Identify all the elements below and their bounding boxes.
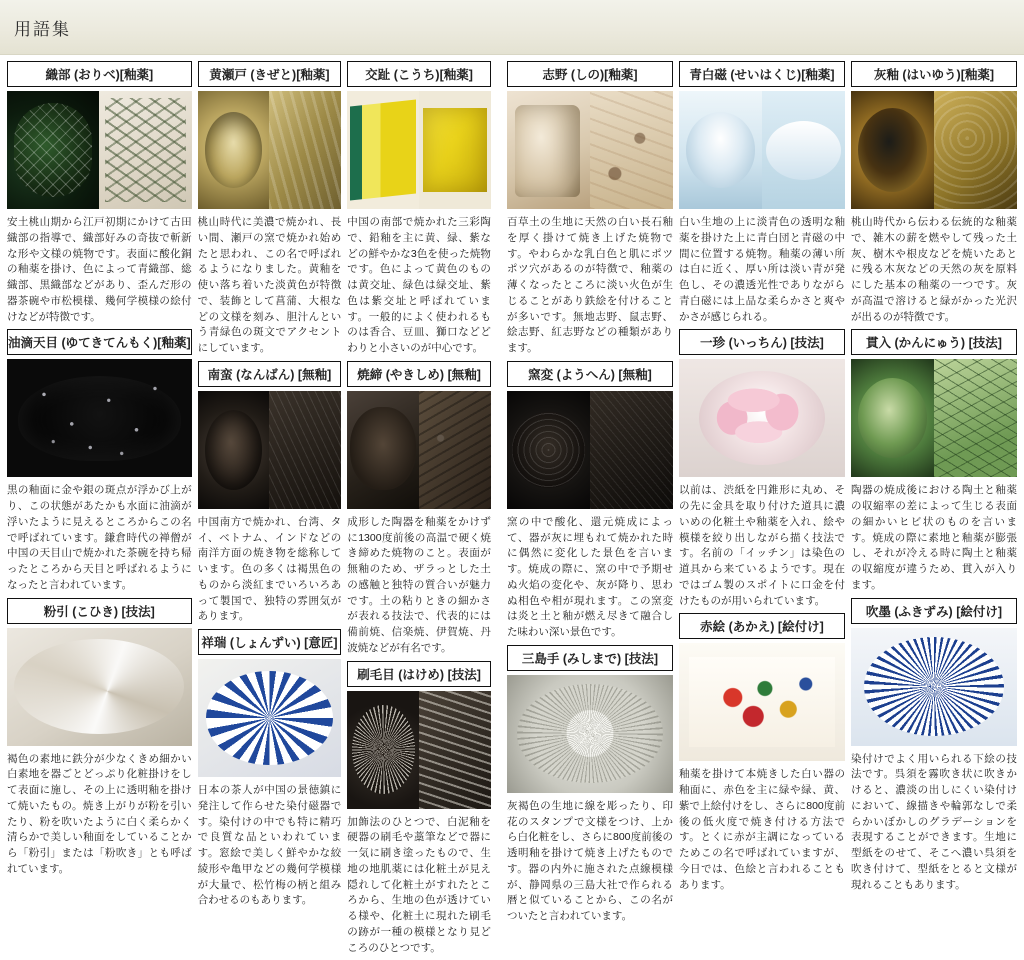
photo-right [99, 91, 191, 209]
term-description: 中国南方で焼かれ、台湾、タイ、ベトナム、インドなどの南洋方面の焼き物を総称しています。色の多くは褐黒色のものから淡紅までいろいろあって製国で、独特の雰囲気があります。 [197, 515, 342, 623]
term-block-yakishime [347, 361, 491, 657]
photo-left [507, 91, 590, 209]
photo-left [679, 91, 762, 209]
term-photo-kannyu [851, 359, 1017, 477]
term-block-haiyu [851, 61, 1017, 325]
term-block-kannyu [851, 329, 1017, 593]
term-description: 安土桃山期から江戸初期にかけて古田織部の指導で、織部好みの奇抜で斬新な形や文様の焼物です。表面に酸化銅の釉薬を掛け、色によって青織部、総織部、黒織部などがあり、歪んだ形の器茶碗や市松模様、幾何学模様の絵付けなどが特徴です。 [7, 216, 192, 323]
term-photo-hakeme [347, 691, 491, 809]
photo-right [419, 391, 491, 509]
photo-left [7, 91, 99, 209]
photo-right [269, 391, 341, 509]
term-title: 粉引 (こひき) [技法] [7, 598, 192, 624]
term-block-seihakuji [679, 61, 845, 325]
term-block-hakeme [347, 661, 491, 957]
term-description: 桃山時代から伝わる伝統的な釉薬で、雑木の薪を燃やして残った土灰、樹木や根皮などを焼いたあとに残る木灰などの天然の灰を原料にした基本の釉薬の一つです。灰が高温で溶けると緑がかった光沢が出るのが特徴です。 [850, 216, 1017, 323]
term-block-oribe [7, 61, 192, 325]
term-block-mishima [507, 645, 673, 925]
term-description: 染付けでよく用いられる下絵の技法です。呉須を霧吹き状に吹きかけると、濃淡の出しにくい染付けにおいて、線描きや輪郭なしで柔らかいぼかしのグラデーションを表現することができます。生地に型紙をのせて、そこへ濃い呉須を吹き付けて、型紙をとると文様が現れることもあります。 [850, 752, 1017, 891]
term-photo-shonzui [198, 659, 342, 777]
term-block-yuteki-tenmoku [7, 329, 192, 593]
photo-left [347, 91, 419, 209]
term-block-icchin [679, 329, 845, 609]
term-description: 陶器の焼成後における陶土と釉薬の収縮率の差によって生じる表面の細かいヒビ状のものを言います。焼成の際に素地と釉薬が膨張し、それが冷える時に陶土と釉薬の収縮度が違うため、貫入が入ります。 [850, 484, 1017, 591]
term-photo-nanban [198, 391, 342, 509]
term-photo-yuteki-tenmoku [7, 359, 192, 477]
term-photo-kiseto [198, 91, 342, 209]
term-block-kiseto [198, 61, 342, 357]
term-title: 刷毛目 (はけめ) [技法] [347, 661, 491, 687]
photo-right [934, 91, 1017, 209]
photo-right [419, 91, 491, 209]
term-title: 黄瀬戸 (きぜと)[釉薬] [198, 61, 342, 87]
photo-single [198, 659, 342, 777]
term-photo-kohiki [7, 628, 192, 746]
term-title: 貫入 (かんにゅう) [技法] [851, 329, 1017, 355]
term-title: 祥瑞 (しょんずい) [意匠] [198, 629, 342, 655]
term-photo-kouchi [347, 91, 491, 209]
glossary-column-1 [4, 61, 195, 960]
term-photo-yakishime [347, 391, 491, 509]
term-block-youhen [507, 361, 673, 641]
photo-left [347, 391, 419, 509]
term-photo-seihakuji [679, 91, 845, 209]
glossary-column-2 [195, 61, 345, 960]
term-description: 以前は、渋紙を円錐形に丸め、その先に金具を取り付けた道具に濃いめの化粧土や釉薬を入れ、絵や模様を絞り出しながら描く技法です。名前の「イッチン」は染色の道具から来ているようです。現在ではゴム製のスポイトに口金を付けたものが用いられています。 [678, 484, 845, 607]
term-photo-oribe [7, 91, 192, 209]
photo-left [507, 391, 590, 509]
term-photo-fukizumi [851, 628, 1017, 746]
term-title: 焼締 (やきしめ) [無釉] [347, 361, 491, 387]
photo-single [679, 643, 845, 761]
term-description: 成形した陶器を釉薬をかけずに1300度前後の高温で硬く焼き締めた焼物のこと。表面が無釉のため、ザラっとした土の感触と独特の質合いが魅力です。土の粘りときの細かさが表れる技法で、代表的には備前焼、信楽焼、伊賀焼、丹波焼などが有名です。 [347, 515, 491, 654]
term-title: 交趾 (こうち)[釉薬] [347, 61, 491, 87]
term-block-shonzui [198, 629, 342, 909]
page-title: 用語集 [14, 19, 71, 39]
column-gutter [494, 61, 504, 960]
term-description: 灰褐色の生地に線を彫ったり、印花のスタンプで文様をつけ、上から白化粧をし、さらに800度前後の透明釉を掛けて焼き上げたものです。器の内外に施された点線模様が、静岡県の三島大社で作られる暦と似ていることから、この名がついたと言われています。 [506, 799, 673, 922]
term-block-kohiki [7, 598, 192, 878]
photo-left [851, 91, 934, 209]
term-description: 桃山時代に美濃で焼かれ、長い間、瀬戸の窯で焼かれ始めたと思われ、この名で呼ばれるようになりました。黄釉を使い落ち着いた淡黄色が特徴で、装飾として菖蒲、大根などの文様を刻み、胆汁んという青緑色の斑文でアクセントにしています。 [197, 216, 342, 354]
term-block-kouchi [347, 61, 491, 357]
glossary-column-5 [676, 61, 848, 960]
term-title: 灰釉 (はいゆう)[釉薬] [851, 61, 1017, 87]
term-photo-haiyu [851, 91, 1017, 209]
photo-right [590, 91, 673, 209]
photo-left [198, 91, 270, 209]
term-block-akae [679, 613, 845, 893]
term-photo-mishima [507, 675, 673, 793]
term-title: 一珍 (いっちん) [技法] [679, 329, 845, 355]
term-description: 中国の南部で焼かれた三彩陶で、鉛釉を主に黄、緑、紫などの鮮やかな3色を使った焼物です。色によって黄色のものは黄交址、緑色は緑交址、紫色は紫交址と呼ばれています。一般的によく使われるものは香合、豆皿、獅口などどわりと小さいのが中心です。 [347, 216, 491, 354]
photo-single [851, 628, 1017, 746]
term-title: 南蛮 (なんばん) [無釉] [198, 361, 342, 387]
photo-single [7, 359, 192, 477]
glossary-grid [0, 55, 1024, 960]
term-description: 褐色の素地に鉄分が少なくきめ細かい白素地を器ごとどっぷり化粧掛けをして表面に施し、その上に透明釉を掛けて焼いたもの。焼き上がりが粉を引いたり、粉を吹いたように白く柔らかく清らかで美しい釉面をしていることから「粉引」または「粉吹き」とも呼ばれています。 [7, 752, 192, 875]
photo-right [269, 91, 341, 209]
term-title: 赤絵 (あかえ) [絵付け] [679, 613, 845, 639]
term-photo-icchin [679, 359, 845, 477]
term-description: 釉薬を掛けて本焼きした白い器の釉面に、赤色を主に緑や緑、黄、紫で上絵付けをし、さらに800度前後の低火度で焼き付ける方法です。とくに赤が主調になっているためこの名で呼ばれていますが、今日では、色絵と言われることもあります。 [678, 768, 845, 891]
term-title: 三島手 (みしまで) [技法] [507, 645, 673, 671]
term-title: 窯変 (ようへん) [無釉] [507, 361, 673, 387]
term-photo-akae [679, 643, 845, 761]
photo-single [679, 359, 845, 477]
photo-left [851, 359, 934, 477]
glossary-group-right [504, 61, 1020, 960]
glossary-column-6 [848, 61, 1020, 960]
term-title: 吹墨 (ふきずみ) [絵付け] [851, 598, 1017, 624]
photo-single [507, 675, 673, 793]
photo-single [7, 628, 192, 746]
term-title: 織部 (おりべ)[釉薬] [7, 61, 192, 87]
glossary-group-left [4, 61, 494, 960]
term-title: 青白磁 (せいはくじ)[釉薬] [679, 61, 845, 87]
term-title: 油滴天目 (ゆてきてんもく)[釉薬] [7, 329, 192, 355]
photo-left [198, 391, 270, 509]
term-description: 加飾法のひとつで、白泥釉を硬器の刷毛や藁筆などで器に一気に刷き塗ったもので、生地の地肌薬には化粧土が見え隠れして化粧土がすれたところから、生地の色が透けている様や、化粧土に現れた刷毛の跡が一種の模様となり見どころのひとつです。 [347, 815, 491, 954]
term-description: 窯の中で酸化、還元焼成によって、器が灰に埋もれて焼かれた時に偶然に変化した景色を言います。焼成の際に、窯の中で予期せぬ火焰の変化や、灰が降り、思わぬ相色や相が現れます。この窯変は炎と土と釉が燃え尽きて融合した味わい深い景色です。 [506, 515, 673, 638]
term-description: 百草土の生地に天然の白い長石釉を厚く掛けて焼き上げた焼物です。やわらかな乳白色と肌にポツポツ穴があるのが特徴で、釉薬の薄くなったところに淡い火色が生じることがあり鉄絵を付けることが多いです。無地志野、鼠志野、絵志野、紅志野などの種類があります。 [506, 216, 673, 354]
term-description: 黒の釉面に金や銀の斑点が浮かび上がり、この状態があたかも水面に油滴が浮いたように見えるところからこの名で呼ばれています。鎌倉時代の禅僧が中国の天目山で焼かれた茶碗を持ち帰ったところから天目と呼ばれるようになったと言われています。 [7, 484, 192, 591]
photo-right [590, 391, 673, 509]
term-description: 日本の茶人が中国の景徳鎮に発注して作らせた染付磁器です。染付けの中でも特に精巧で良質な品といわれています。窓絵で美しく鮮やかな絞綾形や亀甲などの幾何学模様が大量で、松竹梅の柄と組み合わせるのもあります。 [197, 784, 342, 907]
photo-right [419, 691, 491, 809]
term-description: 白い生地の上に淡青色の透明な釉薬を掛けた上に青白団と青磁の中間に位置する焼物。釉薬の薄い所は白に近く、厚い所は淡い青が発色し、その濃透光性でありながら青白磁には上品な柔らかさと爽やかさが感じられる。 [678, 216, 845, 323]
term-photo-shino [507, 91, 673, 209]
glossary-column-4 [504, 61, 676, 960]
term-block-nanban [198, 361, 342, 625]
term-photo-youhen [507, 391, 673, 509]
photo-left [347, 691, 419, 809]
term-block-fukizumi [851, 598, 1017, 894]
term-block-shino [507, 61, 673, 357]
photo-right [762, 91, 845, 209]
photo-right [934, 359, 1017, 477]
page-header [0, 0, 1024, 55]
glossary-column-3 [344, 61, 494, 960]
term-title: 志野 (しの)[釉薬] [507, 61, 673, 87]
